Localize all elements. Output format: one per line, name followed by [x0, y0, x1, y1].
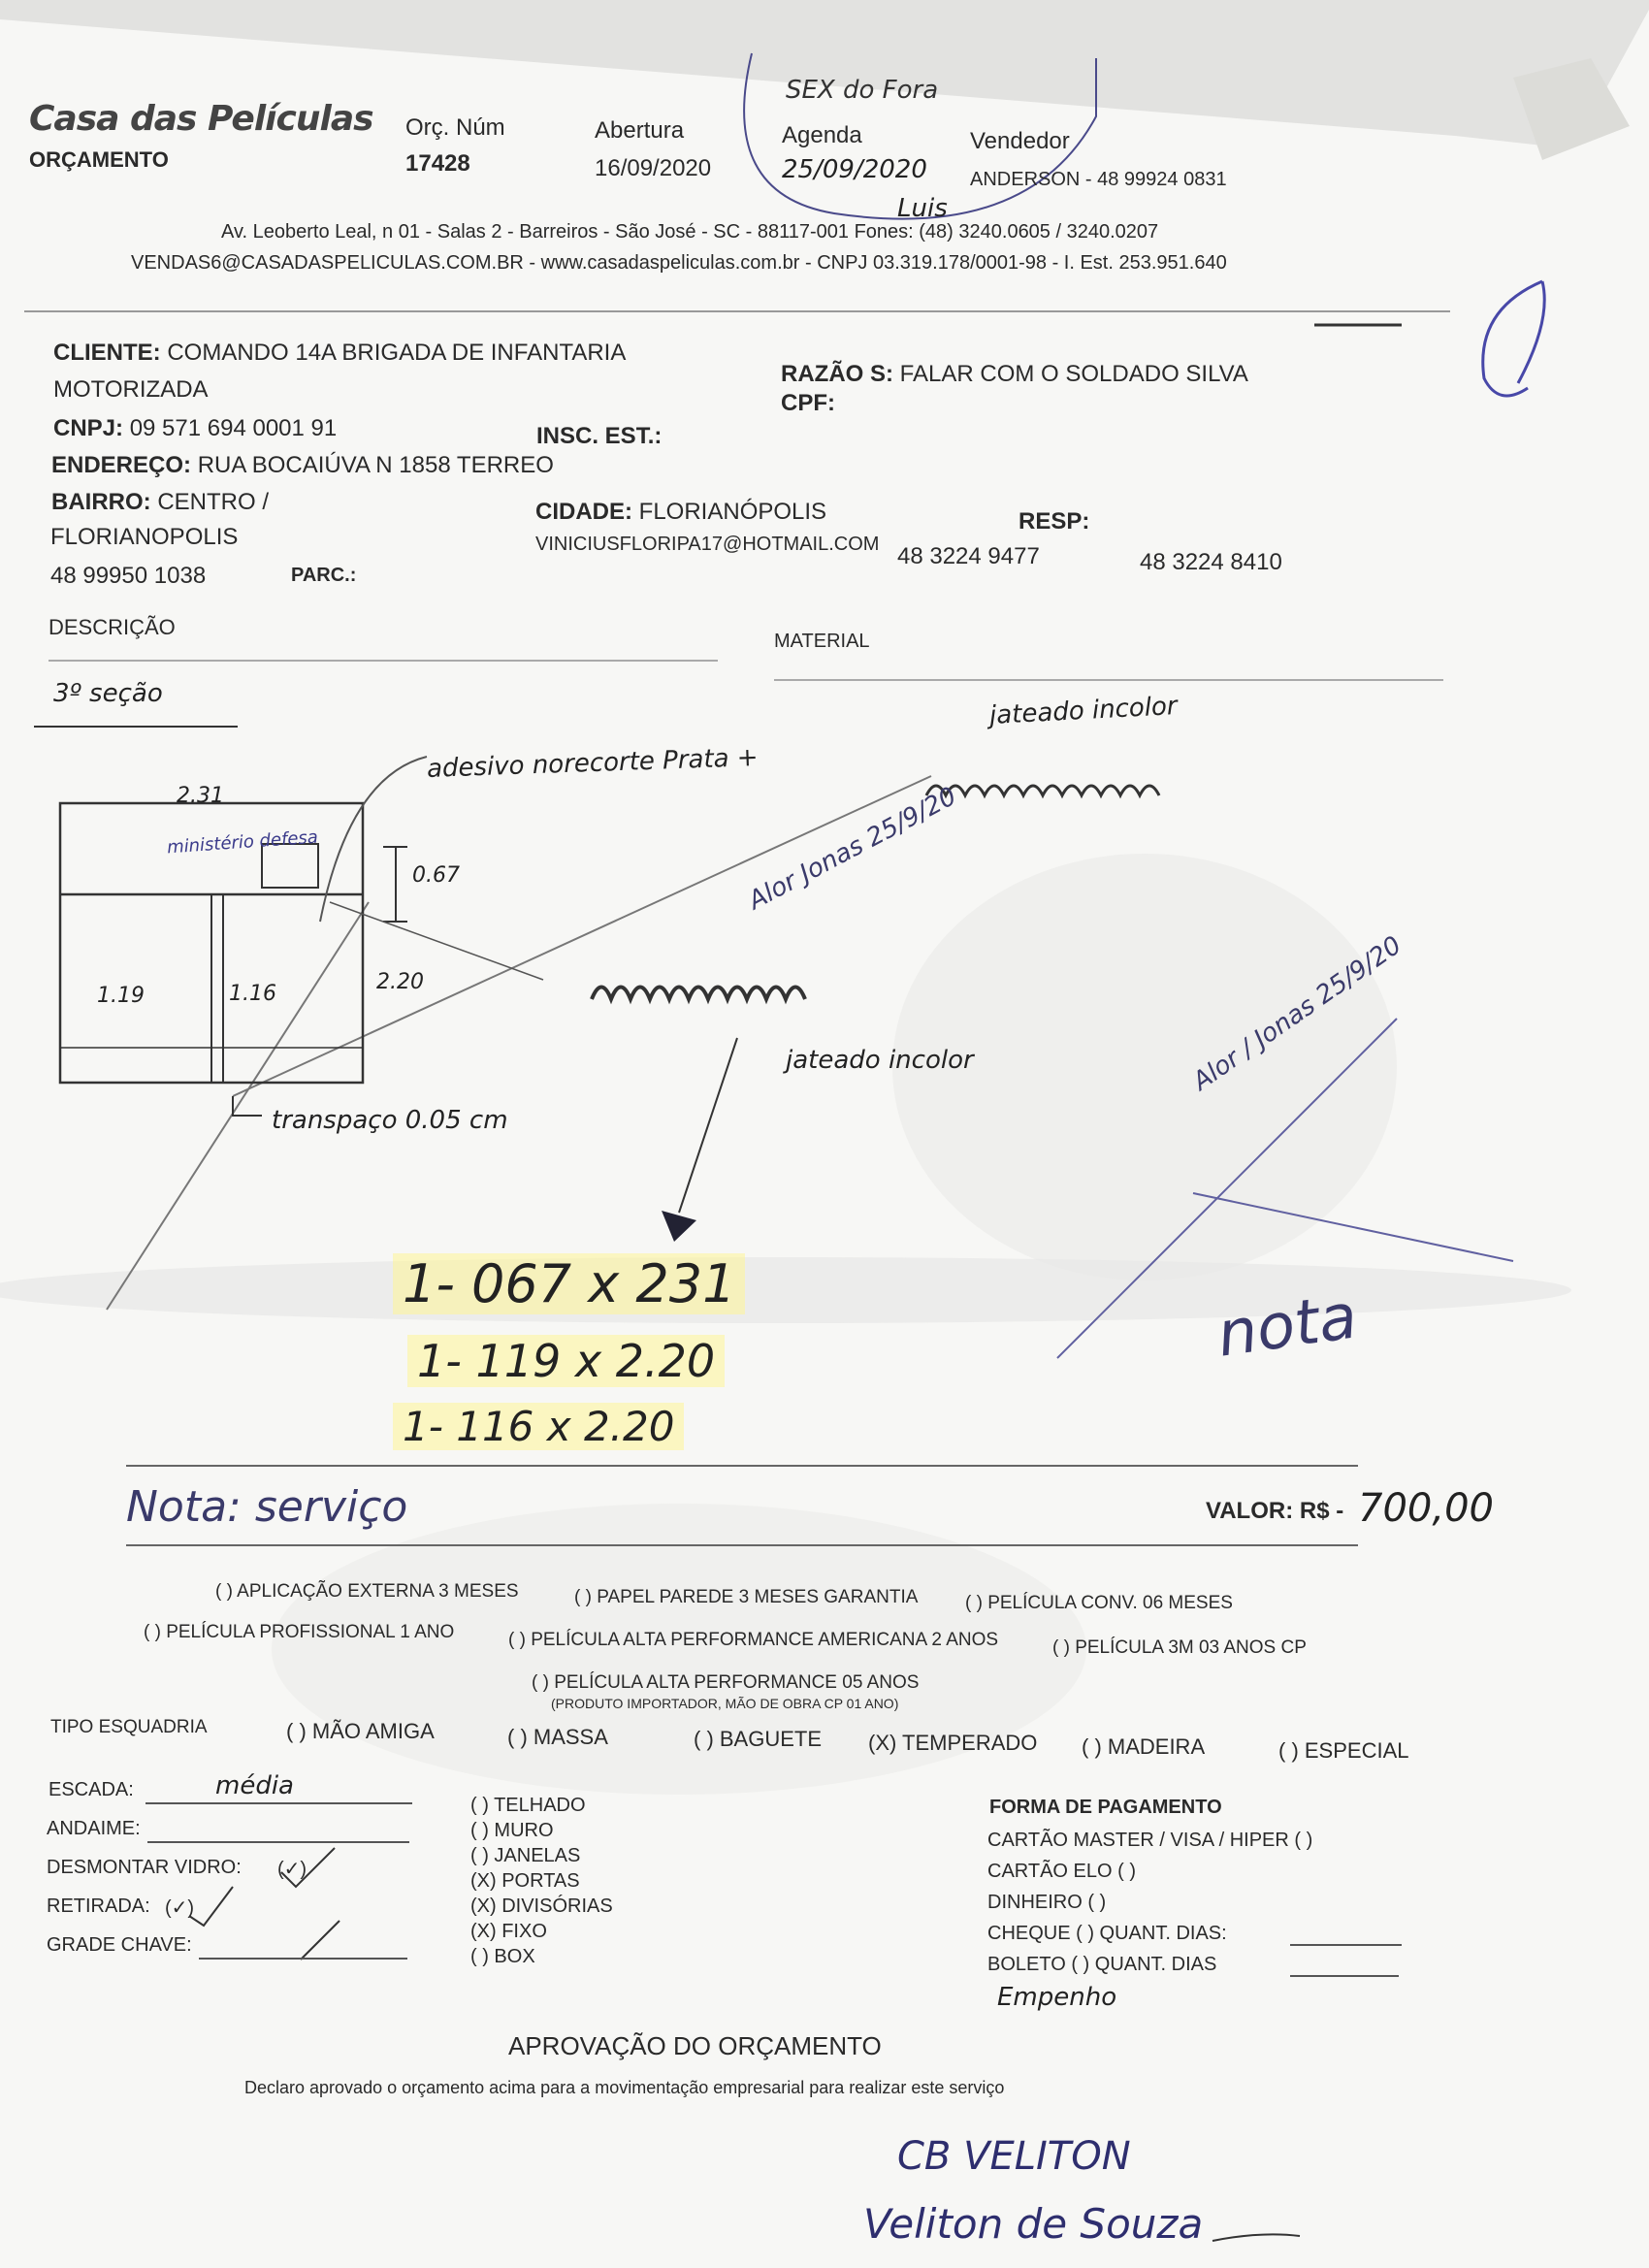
payment-elo[interactable]: CARTÃO ELO ( ) [987, 1861, 1136, 1882]
contact-line: VENDAS6@CASADASPELICULAS.COM.BR - www.casadaspeliculas.com.br - CNPJ 03.319.178/0001-98 - I. Est. 253.951.640 [131, 252, 1227, 274]
work-item-portas[interactable]: (X) PORTAS [470, 1870, 580, 1892]
cnpj-label: CNPJ: [53, 415, 124, 441]
bairro-row [51, 489, 269, 516]
work-item-box[interactable]: ( ) BOX [470, 1946, 535, 1967]
option-3m[interactable]: ( ) PELÍCULA 3M 03 ANOS CP [1052, 1637, 1307, 1658]
dim-side: 0.67 [412, 863, 460, 888]
bairro-value: CENTRO / [157, 489, 269, 515]
payment-note: Empenho [997, 1983, 1117, 2012]
header-divider [24, 310, 1450, 312]
cnpj-row [53, 415, 337, 442]
cidade-row [535, 499, 826, 526]
dim-left: 1.19 [97, 984, 145, 1008]
transpasso: transpaço 0.05 cm [272, 1106, 508, 1135]
option-americana[interactable]: ( ) PELÍCULA ALTA PERFORMANCE AMERICANA 2 ANOS [508, 1630, 999, 1650]
esquadria-especial[interactable]: ( ) ESPECIAL [1278, 1738, 1409, 1763]
orc-num-label: Orç. Núm [405, 114, 505, 141]
phone-2: 48 3224 9477 [897, 543, 1040, 569]
cliente-label: CLIENTE: [53, 340, 161, 366]
material-line [774, 679, 1443, 681]
signature-name: CB VELITON [897, 2134, 1131, 2179]
note-2: Alor / Jonas 25/9/20 [1187, 930, 1407, 1097]
phone-3: 48 3224 8410 [1140, 549, 1282, 575]
company-logo: Casa das Películas [29, 99, 373, 139]
dim-mid: 1.16 [229, 982, 276, 1006]
note-right: nota [1212, 1280, 1362, 1372]
escada-value: média [215, 1771, 294, 1800]
retirada-label: RETIRADA: [47, 1895, 150, 1917]
andaime-line [147, 1841, 409, 1843]
esquadria-madeira[interactable]: ( ) MADEIRA [1082, 1734, 1206, 1759]
note-1: Alor Jonas 25/9/20 [743, 781, 962, 917]
dim-top: 2.31 [177, 784, 224, 808]
option-conv[interactable]: ( ) PELÍCULA CONV. 06 MESES [965, 1593, 1233, 1613]
descricao-line [48, 660, 718, 662]
payment-cheque[interactable]: CHEQUE ( ) QUANT. DIAS: [987, 1923, 1227, 1944]
material-3: jateado incolor [988, 691, 1179, 731]
andaime-label: ANDAIME: [47, 1818, 141, 1839]
razao-row [781, 361, 1248, 388]
material-1: adesivo norecorte Prata + [426, 743, 760, 784]
desmontar-value[interactable]: (✓) [277, 1859, 307, 1880]
payment-dinheiro[interactable]: DINHEIRO ( ) [987, 1892, 1107, 1913]
payment-title: FORMA DE PAGAMENTO [989, 1797, 1222, 1818]
endereco-value: RUA BOCAIÚVA N 1858 TERREO [197, 452, 554, 478]
esquadria-label: TIPO ESQUADRIA [50, 1717, 208, 1737]
vendedor: ANDERSON - 48 99924 0831 [970, 169, 1227, 190]
esquadria-baguete[interactable]: ( ) BAGUETE [694, 1727, 823, 1751]
payment-boleto[interactable]: BOLETO ( ) QUANT. DIAS [987, 1954, 1217, 1975]
grade-chave-label: GRADE CHAVE: [47, 1934, 192, 1956]
work-item-muro[interactable]: ( ) MURO [470, 1820, 554, 1841]
vendedor-label: Vendedor [970, 128, 1070, 154]
descricao-label: DESCRIÇÃO [48, 615, 176, 639]
razao-value: FALAR COM O SOLDADO SILVA [899, 361, 1248, 387]
option-alta-note: (PRODUTO IMPORTADOR, MÃO DE OBRA CP 01 ANO) [551, 1696, 899, 1711]
abertura-label: Abertura [595, 117, 685, 144]
cliente-cont: MOTORIZADA [53, 376, 209, 403]
material-label: MATERIAL [774, 631, 870, 652]
signature: Veliton de Souza [863, 2200, 1204, 2248]
escada-label: ESCADA: [48, 1779, 134, 1800]
option-alta-performance[interactable]: ( ) PELÍCULA ALTA PERFORMANCE 05 ANOS [532, 1672, 920, 1693]
cidade-label: CIDADE: [535, 499, 632, 525]
retirada-value[interactable]: (✓) [165, 1897, 195, 1919]
email: VINICIUSFLORIPA17@HOTMAIL.COM [535, 534, 880, 555]
work-item-janelas[interactable]: ( ) JANELAS [470, 1845, 581, 1866]
boleto-dias-line [1290, 1975, 1399, 1977]
option-aplicacao[interactable]: ( ) APLICAÇÃO EXTERNA 3 MESES [215, 1581, 519, 1602]
bairro-label: BAIRRO: [51, 489, 151, 515]
work-item-divisorias[interactable]: (X) DIVISÓRIAS [470, 1895, 613, 1917]
orc-num: 17428 [405, 150, 470, 177]
totals-top-line [126, 1465, 1358, 1467]
escada-line [146, 1802, 412, 1804]
totals-bottom-line [126, 1544, 1358, 1546]
bairro-cont: FLORIANOPOLIS [50, 524, 239, 550]
grade-chave-line [199, 1958, 407, 1960]
measure-2: 1- 119 x 2.20 [407, 1335, 725, 1387]
agenda-name: Luis [897, 194, 948, 223]
agenda-note: SEX do Fora [786, 76, 939, 105]
approval-title: APROVAÇÃO DO ORÇAMENTO [508, 2031, 882, 2060]
cidade-value: FLORIANÓPOLIS [638, 499, 827, 525]
esquadria-temperado[interactable]: (X) TEMPERADO [868, 1731, 1038, 1755]
material-2: jateado incolor [786, 1046, 974, 1075]
cpf-label: CPF: [781, 390, 835, 416]
secao-underline [34, 726, 238, 728]
parc-label: PARC.: [291, 565, 357, 586]
cliente-value: COMANDO 14A BRIGADA DE INFANTARIA [167, 340, 627, 366]
address: Av. Leoberto Leal, n 01 - Salas 2 - Barreiros - São José - SC - 88117-001 Fones: (48) 3240.0605 / 3240.0207 [221, 221, 1159, 243]
measure-1: 1- 067 x 231 [393, 1253, 745, 1314]
payment-master[interactable]: CARTÃO MASTER / VISA / HIPER ( ) [987, 1830, 1313, 1851]
phone-1: 48 99950 1038 [50, 563, 207, 589]
insc-label: INSC. EST.: [536, 423, 663, 449]
esquadria-massa[interactable]: ( ) MASSA [507, 1725, 608, 1749]
agenda-label: Agenda [782, 122, 862, 148]
cliente-row [53, 340, 626, 367]
desmontar-label: DESMONTAR VIDRO: [47, 1857, 242, 1878]
doc-type: ORÇAMENTO [29, 147, 169, 172]
resp-label: RESP: [1018, 508, 1090, 535]
measure-3: 1- 116 x 2.20 [393, 1403, 684, 1450]
secao: 3º seção [53, 679, 163, 708]
work-item-telhado[interactable]: ( ) TELHADO [470, 1795, 586, 1816]
endereco-label: ENDEREÇO: [51, 452, 192, 478]
work-item-fixo[interactable]: (X) FIXO [470, 1921, 547, 1942]
option-profissional[interactable]: ( ) PELÍCULA PROFISSIONAL 1 ANO [144, 1622, 455, 1642]
razao-label: RAZÃO S: [781, 361, 893, 387]
endereco-row [51, 452, 554, 479]
agenda-date: 25/09/2020 [782, 155, 927, 184]
nota-label: Nota: serviço [126, 1482, 408, 1532]
dim-height: 2.20 [376, 970, 424, 994]
sketch-label: ministério defesa [166, 826, 319, 859]
valor: 700,00 [1358, 1486, 1494, 1531]
option-papel-parede[interactable]: ( ) PAPEL PAREDE 3 MESES GARANTIA [574, 1587, 919, 1607]
esquadria-mao-amiga[interactable]: ( ) MÃO AMIGA [286, 1719, 435, 1743]
approval-text: Declaro aprovado o orçamento acima para a movimentação empresarial para realizar este serviço [244, 2078, 1005, 2097]
cnpj-value: 09 571 694 0001 91 [129, 415, 338, 441]
valor-label: VALOR: R$ - [1206, 1498, 1344, 1524]
cheque-dias-line [1290, 1944, 1402, 1946]
abertura-date: 16/09/2020 [595, 155, 712, 181]
